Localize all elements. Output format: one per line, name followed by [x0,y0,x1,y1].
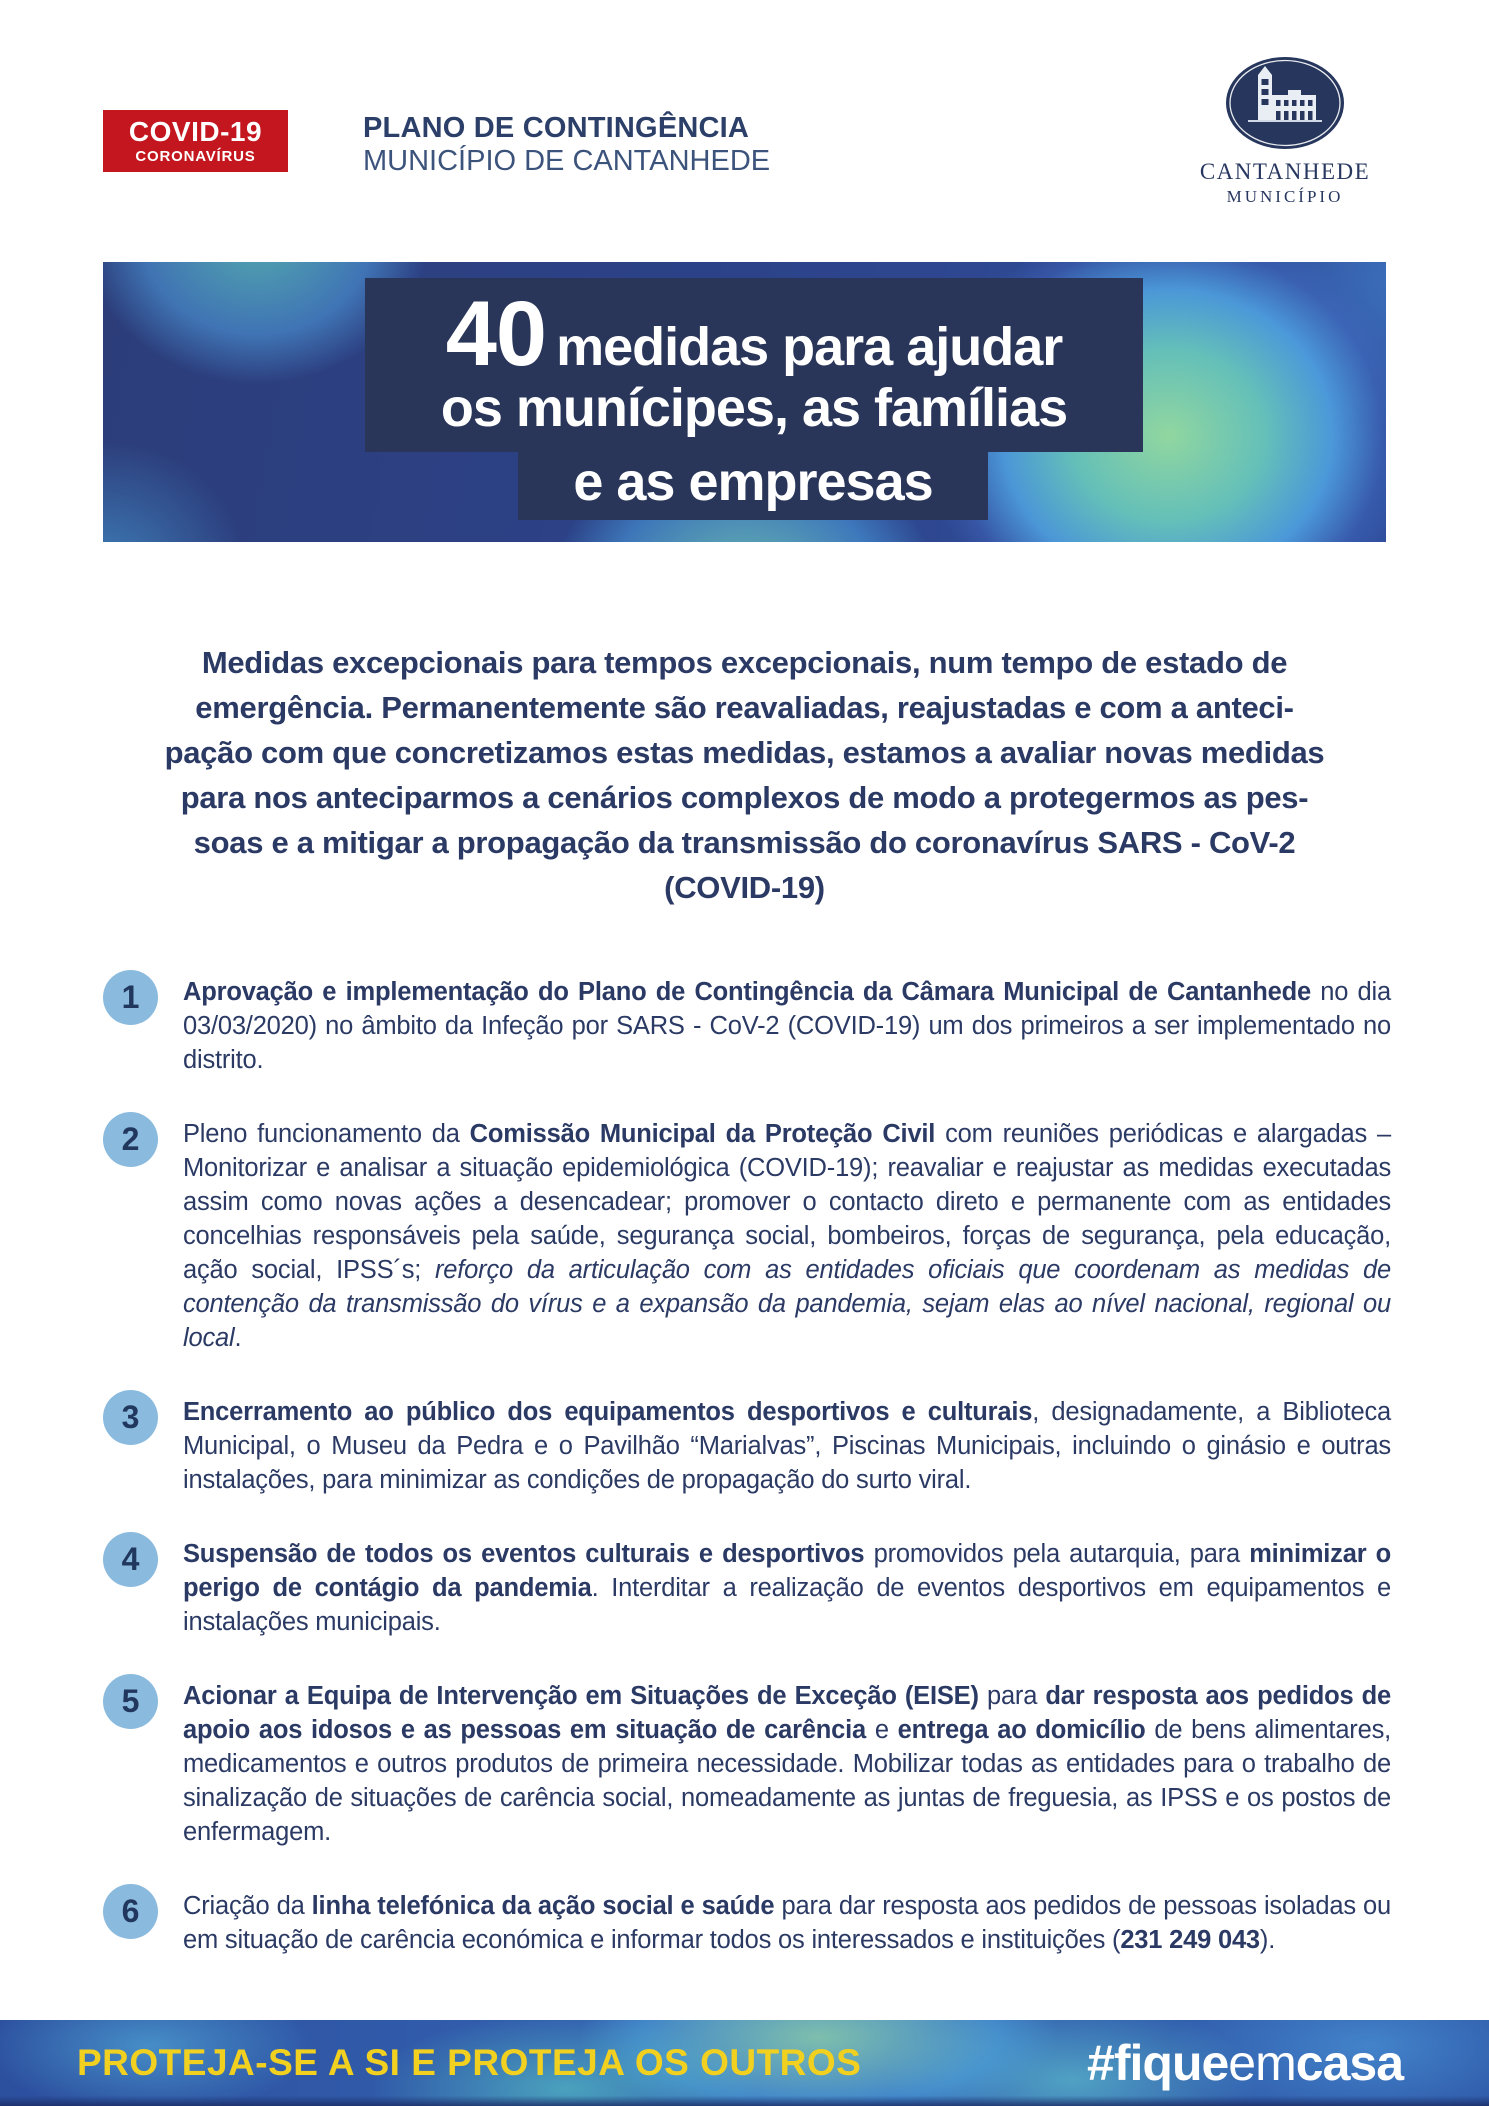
hero-big-number: 40 [445,283,547,385]
measure-text: Aprovação e implementação do Plano de Contingência da Câmara Municipal de Cantanhede no dia 03/03/2020) no âmbito da Infeção por SARS - CoV-2 (COVID-19) um dos primeiros a ser implementado no distrito. [183,978,1391,1074]
measure-number-badge: 5 [103,1674,158,1729]
measure-text: Encerramento ao público dos equipamentos desportivos e culturais, designadamente, a Biblioteca Municipal, o Museu da Pedra e o Pavilhão “Marialvas”, Piscinas Municipais, incluindo o ginásio e outras instalações, para minimizar as condições de propagação do surto viral. [183,1398,1391,1494]
measure-number-badge: 2 [103,1112,158,1167]
hero-title-text: medidas para ajudar [556,317,1063,377]
measure-item [103,1395,1391,1497]
measure-item [103,1537,1391,1639]
measure-number-badge: 1 [103,970,158,1025]
hashtag-part-light: em [1228,2035,1296,2091]
town-hall-icon [1224,55,1346,151]
page-subtitle: MUNICÍPIO DE CANTANHEDE [363,145,771,177]
logo-name: CANTANHEDE [1199,159,1371,184]
hero-title-line2: os munícipes, as famílias [440,378,1068,438]
page-title: PLANO DE CONTINGÊNCIA [363,112,750,144]
intro-paragraph: Medidas excepcionais para tempos excepcionais, num tempo de estado de emergência. Permanentemente são reavaliadas, reajustadas e com a anteci- pação com que concretizamos estas medidas, estamos a avaliar novas medidas para nos anteciparmos a cenários complexos de modo a protegermos as pes- soas e a mitigar a propagação da transmissão do coronavírus SARS - CoV-2 (COVID-19) [164,645,1325,905]
measure-item [103,1117,1391,1355]
measure-number-badge: 3 [103,1390,158,1445]
covid-badge-title: COVID-19 [128,115,263,147]
footer-slogan: PROTEJA-SE A SI E PROTEJA OS OUTROS [77,2042,862,2083]
measure-text: Pleno funcionamento da Comissão Municipal da Proteção Civil com reuniões periódicas e alargadas – Monitorizar e analisar a situação epidemiológica (COVID-19); reavaliar e reajustar as medidas executadas assim como novas ações a desencadear; promover o contacto direto e permanente com as entidades concelhias responsáveis pela saúde, segurança social, bombeiros, forças de segurança, pela educação, ação social, IPSS´s; reforço da articulação com as entidades oficiais que coordenam as medidas de contenção da transmissão do vírus e a expansão da pandemia, sejam elas ao nível nacional, regional ou local. [183,1120,1392,1352]
measure-item [103,1889,1391,1957]
measure-item [103,975,1391,1077]
hashtag-part-bold2: casa [1295,2035,1403,2091]
hero-title-line3: e as empresas [518,452,988,520]
document-header [363,112,770,178]
measure-item [103,1679,1391,1849]
hashtag-part-bold1: #fique [1087,2035,1229,2091]
footer-banner [0,2020,1489,2106]
footer-hashtag [1087,2034,1403,2092]
measure-text: Suspensão de todos os eventos culturais e desportivos promovidos pela autarquia, para minimizar o perigo de contágio da pandemia. Interditar a realização de eventos desportivos em equipamentos e instalações municipais. [183,1540,1391,1636]
hero-title-line1 [445,283,1063,385]
hero-title-box [365,278,1143,452]
logo-subname: MUNICÍPIO [1226,187,1344,206]
measures-list [103,975,1391,1997]
measure-number-badge: 4 [103,1532,158,1587]
municipality-logo [1180,55,1390,207]
measure-text: Acionar a Equipa de Intervenção em Situações de Exceção (EISE) para dar resposta aos pedidos de apoio aos idosos e as pessoas em situação de carência e entrega ao domicílio de bens alimentares, medicamentos e outros produtos de primeira necessidade. Mobilizar todas as entidades para o trabalho de sinalização de situações de carência social, nomeadamente as juntas de freguesia, as IPSS e os postos de enfermagem. [183,1682,1392,1846]
hero-banner [103,262,1386,542]
covid-badge-subtitle: CORONAVÍRUS [135,147,256,165]
covid-badge [103,110,288,172]
measure-number-badge: 6 [103,1884,158,1939]
measure-text: Criação da linha telefónica da ação social e saúde para dar resposta aos pedidos de pessoas isoladas ou em situação de carência económica e informar todos os interessados e instituições (231 249 043). [183,1892,1391,1954]
